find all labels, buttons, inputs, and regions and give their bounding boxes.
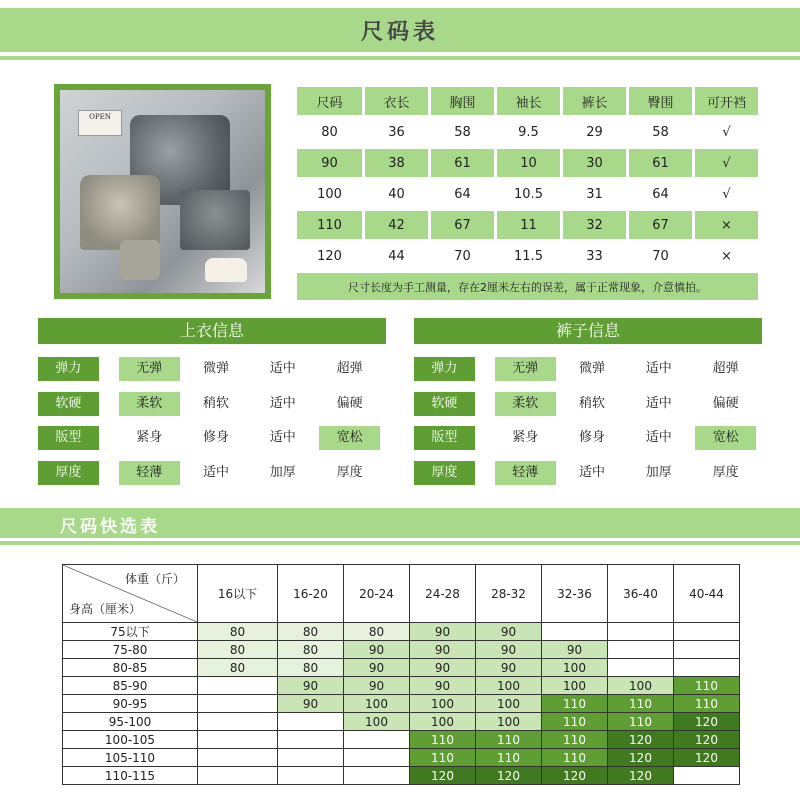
quick-row [63,713,740,731]
pants-info-option: 加厚 [645,464,672,480]
pants-info-label: 厚度 [414,461,475,485]
top-info-row [38,357,386,381]
quick-weight-header: 16-20 [278,565,344,623]
quick-row [63,659,740,677]
shorts-image [180,190,250,250]
size-cell: 9.5 [496,117,562,148]
quick-header-row [63,565,740,623]
tshirt-small-image [80,175,160,250]
quick-weight-header: 40-44 [674,565,740,623]
size-table [294,84,761,303]
quick-cell [344,731,410,749]
top-info-option: 轻薄 [119,461,180,485]
size-cell: 67 [628,210,694,241]
quick-cell: 80 [278,659,344,677]
quick-cell [608,623,674,641]
quick-cell: 100 [542,677,608,695]
quick-cell: 110 [674,677,740,695]
quick-size-table [62,564,740,785]
quick-cell: 80 [198,623,278,641]
quick-cell [278,767,344,785]
quick-cell: 100 [344,713,410,731]
pants-info-label: 版型 [414,426,475,450]
size-cell: 100 [296,179,364,210]
quick-cell: 100 [476,695,542,713]
quick-cell [198,767,278,785]
quick-cell: 110 [608,713,674,731]
quick-cell: 80 [344,623,410,641]
quick-height-label: 100-105 [63,731,198,749]
quick-cell: 90 [278,695,344,713]
pants-info-header: 裤子信息 [414,318,762,344]
top-info-row [38,426,386,450]
pants-info-option: 宽松 [695,426,756,450]
quick-cell [674,767,740,785]
size-cell: √ [694,148,760,179]
size-cell: 61 [628,148,694,179]
size-cell: 70 [430,241,496,272]
divider [0,541,800,545]
size-cell: 64 [628,179,694,210]
pants-info-option: 修身 [578,430,605,445]
size-cell: 32 [562,210,628,241]
pants-info-option: 偏硬 [712,395,739,411]
product-photo [60,90,265,293]
top-info-option: 适中 [269,430,296,445]
quick-cell: 90 [410,623,476,641]
size-cell: 40 [364,179,430,210]
size-cell: √ [694,117,760,148]
pants-info-label: 弹力 [414,357,475,381]
quick-cell [198,749,278,767]
quick-height-label: 110-115 [63,767,198,785]
quick-cell [674,623,740,641]
pants-info-option: 超弹 [712,361,739,376]
size-row [296,241,760,272]
quick-height-label: 90-95 [63,695,198,713]
size-cell: 29 [562,117,628,148]
quick-cell: 120 [476,767,542,785]
size-header-cell: 袖长 [496,86,562,117]
quick-cell: 110 [542,749,608,767]
size-header-cell: 尺码 [296,86,364,117]
quick-cell: 80 [198,659,278,677]
quick-cell: 110 [542,695,608,713]
pants-info-option: 适中 [645,361,672,376]
top-info-option: 微弹 [202,361,229,376]
size-cell: 61 [430,148,496,179]
divider [0,56,800,60]
size-cell: 10 [496,148,562,179]
size-cell: 80 [296,117,364,148]
size-cell: 30 [562,148,628,179]
pants-info-option: 适中 [578,464,605,480]
top-info-row [38,392,386,416]
size-cell: 110 [296,210,364,241]
size-cell: 44 [364,241,430,272]
quick-cell: 120 [410,767,476,785]
quick-height-label: 105-110 [63,749,198,767]
pants-info-option: 厚度 [712,464,739,480]
size-cell: 33 [562,241,628,272]
top-info-option: 修身 [202,430,229,445]
quick-weight-header: 16以下 [198,565,278,623]
size-row [296,117,760,148]
quick-cell: 120 [674,731,740,749]
size-cell: 11.5 [496,241,562,272]
size-cell: 90 [296,148,364,179]
size-header-cell: 可开裆 [694,86,760,117]
quick-cell: 90 [410,677,476,695]
quick-cell [608,659,674,677]
top-info-header: 上衣信息 [38,318,386,344]
quick-cell: 100 [410,713,476,731]
size-cell: 38 [364,148,430,179]
quick-height-label: 75-80 [63,641,198,659]
quick-cell: 110 [410,731,476,749]
quick-cell: 100 [410,695,476,713]
quick-cell: 90 [410,641,476,659]
top-info-option: 适中 [202,464,229,480]
quick-cell: 100 [476,677,542,695]
quick-cell [198,713,278,731]
page-title: 尺码表 [360,19,439,45]
open-sign: OPEN [78,110,122,136]
pants-info-option: 微弹 [578,361,605,376]
quick-cell: 90 [542,641,608,659]
quick-weight-header: 24-28 [410,565,476,623]
quick-cell: 120 [674,749,740,767]
quick-cell [278,713,344,731]
top-info-label: 厚度 [38,461,99,485]
quick-cell: 80 [278,623,344,641]
quick-cell [542,623,608,641]
quick-cell: 110 [608,695,674,713]
quick-cell [344,749,410,767]
top-info [38,357,386,495]
quick-row [63,749,740,767]
pants-info-option: 紧身 [512,430,539,445]
size-row [296,148,760,179]
quick-cell: 120 [542,767,608,785]
quick-cell: 90 [344,677,410,695]
top-info-option: 加厚 [269,464,296,480]
quick-cell: 90 [476,623,542,641]
top-info-label: 版型 [38,426,99,450]
pants-info [414,357,762,495]
corner-weight-label: 体重（斤） [124,572,185,586]
quick-cell: 80 [278,641,344,659]
quick-cell: 120 [674,713,740,731]
size-cell: 11 [496,210,562,241]
quick-cell: 100 [476,713,542,731]
quick-cell [344,767,410,785]
top-info-option: 适中 [269,395,296,411]
product-photo-frame [54,84,271,299]
quick-cell [278,749,344,767]
size-cell: √ [694,179,760,210]
top-info-label: 软硬 [38,392,99,416]
size-cell: 67 [430,210,496,241]
size-cell: 36 [364,117,430,148]
quick-cell [198,695,278,713]
quick-cell: 100 [542,659,608,677]
pants-info-label: 软硬 [414,392,475,416]
size-cell: 10.5 [496,179,562,210]
quick-height-label: 95-100 [63,713,198,731]
quick-height-label: 80-85 [63,659,198,677]
corner-height-label: 身高（厘米） [69,602,142,616]
quick-cell: 110 [674,695,740,713]
quick-cell: 110 [542,713,608,731]
pants-info-option: 稍软 [578,395,605,411]
shoe-image [205,258,247,282]
pants-info-row [414,392,762,416]
top-info-option: 厚度 [336,464,363,480]
quick-row [63,695,740,713]
quick-cell [278,731,344,749]
pants-info-option: 适中 [645,395,672,411]
pants-info-row [414,426,762,450]
quick-cell: 110 [542,731,608,749]
size-header-cell: 胸围 [430,86,496,117]
top-info-option: 偏硬 [336,395,363,411]
size-cell: × [694,210,760,241]
size-header-cell: 衣长 [364,86,430,117]
quick-weight-header: 28-32 [476,565,542,623]
size-cell: 31 [562,179,628,210]
pants-info-row [414,357,762,381]
quick-row [63,677,740,695]
quick-cell [198,731,278,749]
quick-cell [608,641,674,659]
quick-cell: 120 [608,731,674,749]
quick-weight-header: 36-40 [608,565,674,623]
quick-banner [0,508,800,538]
top-info-option: 超弹 [336,361,363,376]
top-info-option: 稍软 [202,395,229,411]
size-row [296,179,760,210]
size-note: 尺寸长度为手工测量，存在2厘米左右的误差，属于正常现象，介意慎拍。 [296,272,760,302]
quick-weight-header: 20-24 [344,565,410,623]
top-info-option: 柔软 [119,392,180,416]
corner-diagonal [63,565,197,622]
pants-info-option: 柔软 [495,392,556,416]
quick-cell: 110 [476,749,542,767]
quick-row [63,767,740,785]
quick-cell: 100 [608,677,674,695]
size-note-row [296,272,760,302]
quick-cell: 80 [198,641,278,659]
quick-height-label: 85-90 [63,677,198,695]
quick-row [63,623,740,641]
quick-row [63,731,740,749]
quick-cell: 90 [344,659,410,677]
title-banner [0,8,800,52]
quick-row [63,641,740,659]
size-row [296,210,760,241]
top-info-option: 紧身 [136,430,163,445]
top-info-row [38,461,386,485]
size-header-cell: 臀围 [628,86,694,117]
quick-cell: 100 [344,695,410,713]
size-cell: × [694,241,760,272]
top-info-option: 宽松 [319,426,380,450]
quick-weight-header: 32-36 [542,565,608,623]
size-cell: 64 [430,179,496,210]
quick-height-label: 75以下 [63,623,198,641]
size-cell: 70 [628,241,694,272]
quick-title: 尺码快选表 [60,517,160,537]
pants-info-option: 轻薄 [495,461,556,485]
quick-cell: 110 [476,731,542,749]
size-cell: 58 [628,117,694,148]
pants-info-option: 适中 [645,430,672,445]
quick-cell: 110 [410,749,476,767]
quick-cell [674,659,740,677]
size-cell: 120 [296,241,364,272]
quick-cell: 90 [344,641,410,659]
quick-cell: 90 [278,677,344,695]
top-info-label: 弹力 [38,357,99,381]
quick-cell: 90 [476,659,542,677]
quick-cell: 120 [608,767,674,785]
size-cell: 42 [364,210,430,241]
quick-cell: 90 [476,641,542,659]
size-header-row [296,86,760,117]
pants-info-option: 无弹 [495,357,556,381]
size-cell: 58 [430,117,496,148]
quick-cell [674,641,740,659]
quick-corner [63,565,198,623]
quick-cell: 120 [608,749,674,767]
quick-cell [198,677,278,695]
top-info-option: 适中 [269,361,296,376]
bag-image [120,240,160,280]
quick-cell: 90 [410,659,476,677]
pants-info-row [414,461,762,485]
top-info-option: 无弹 [119,357,180,381]
size-header-cell: 裤长 [562,86,628,117]
